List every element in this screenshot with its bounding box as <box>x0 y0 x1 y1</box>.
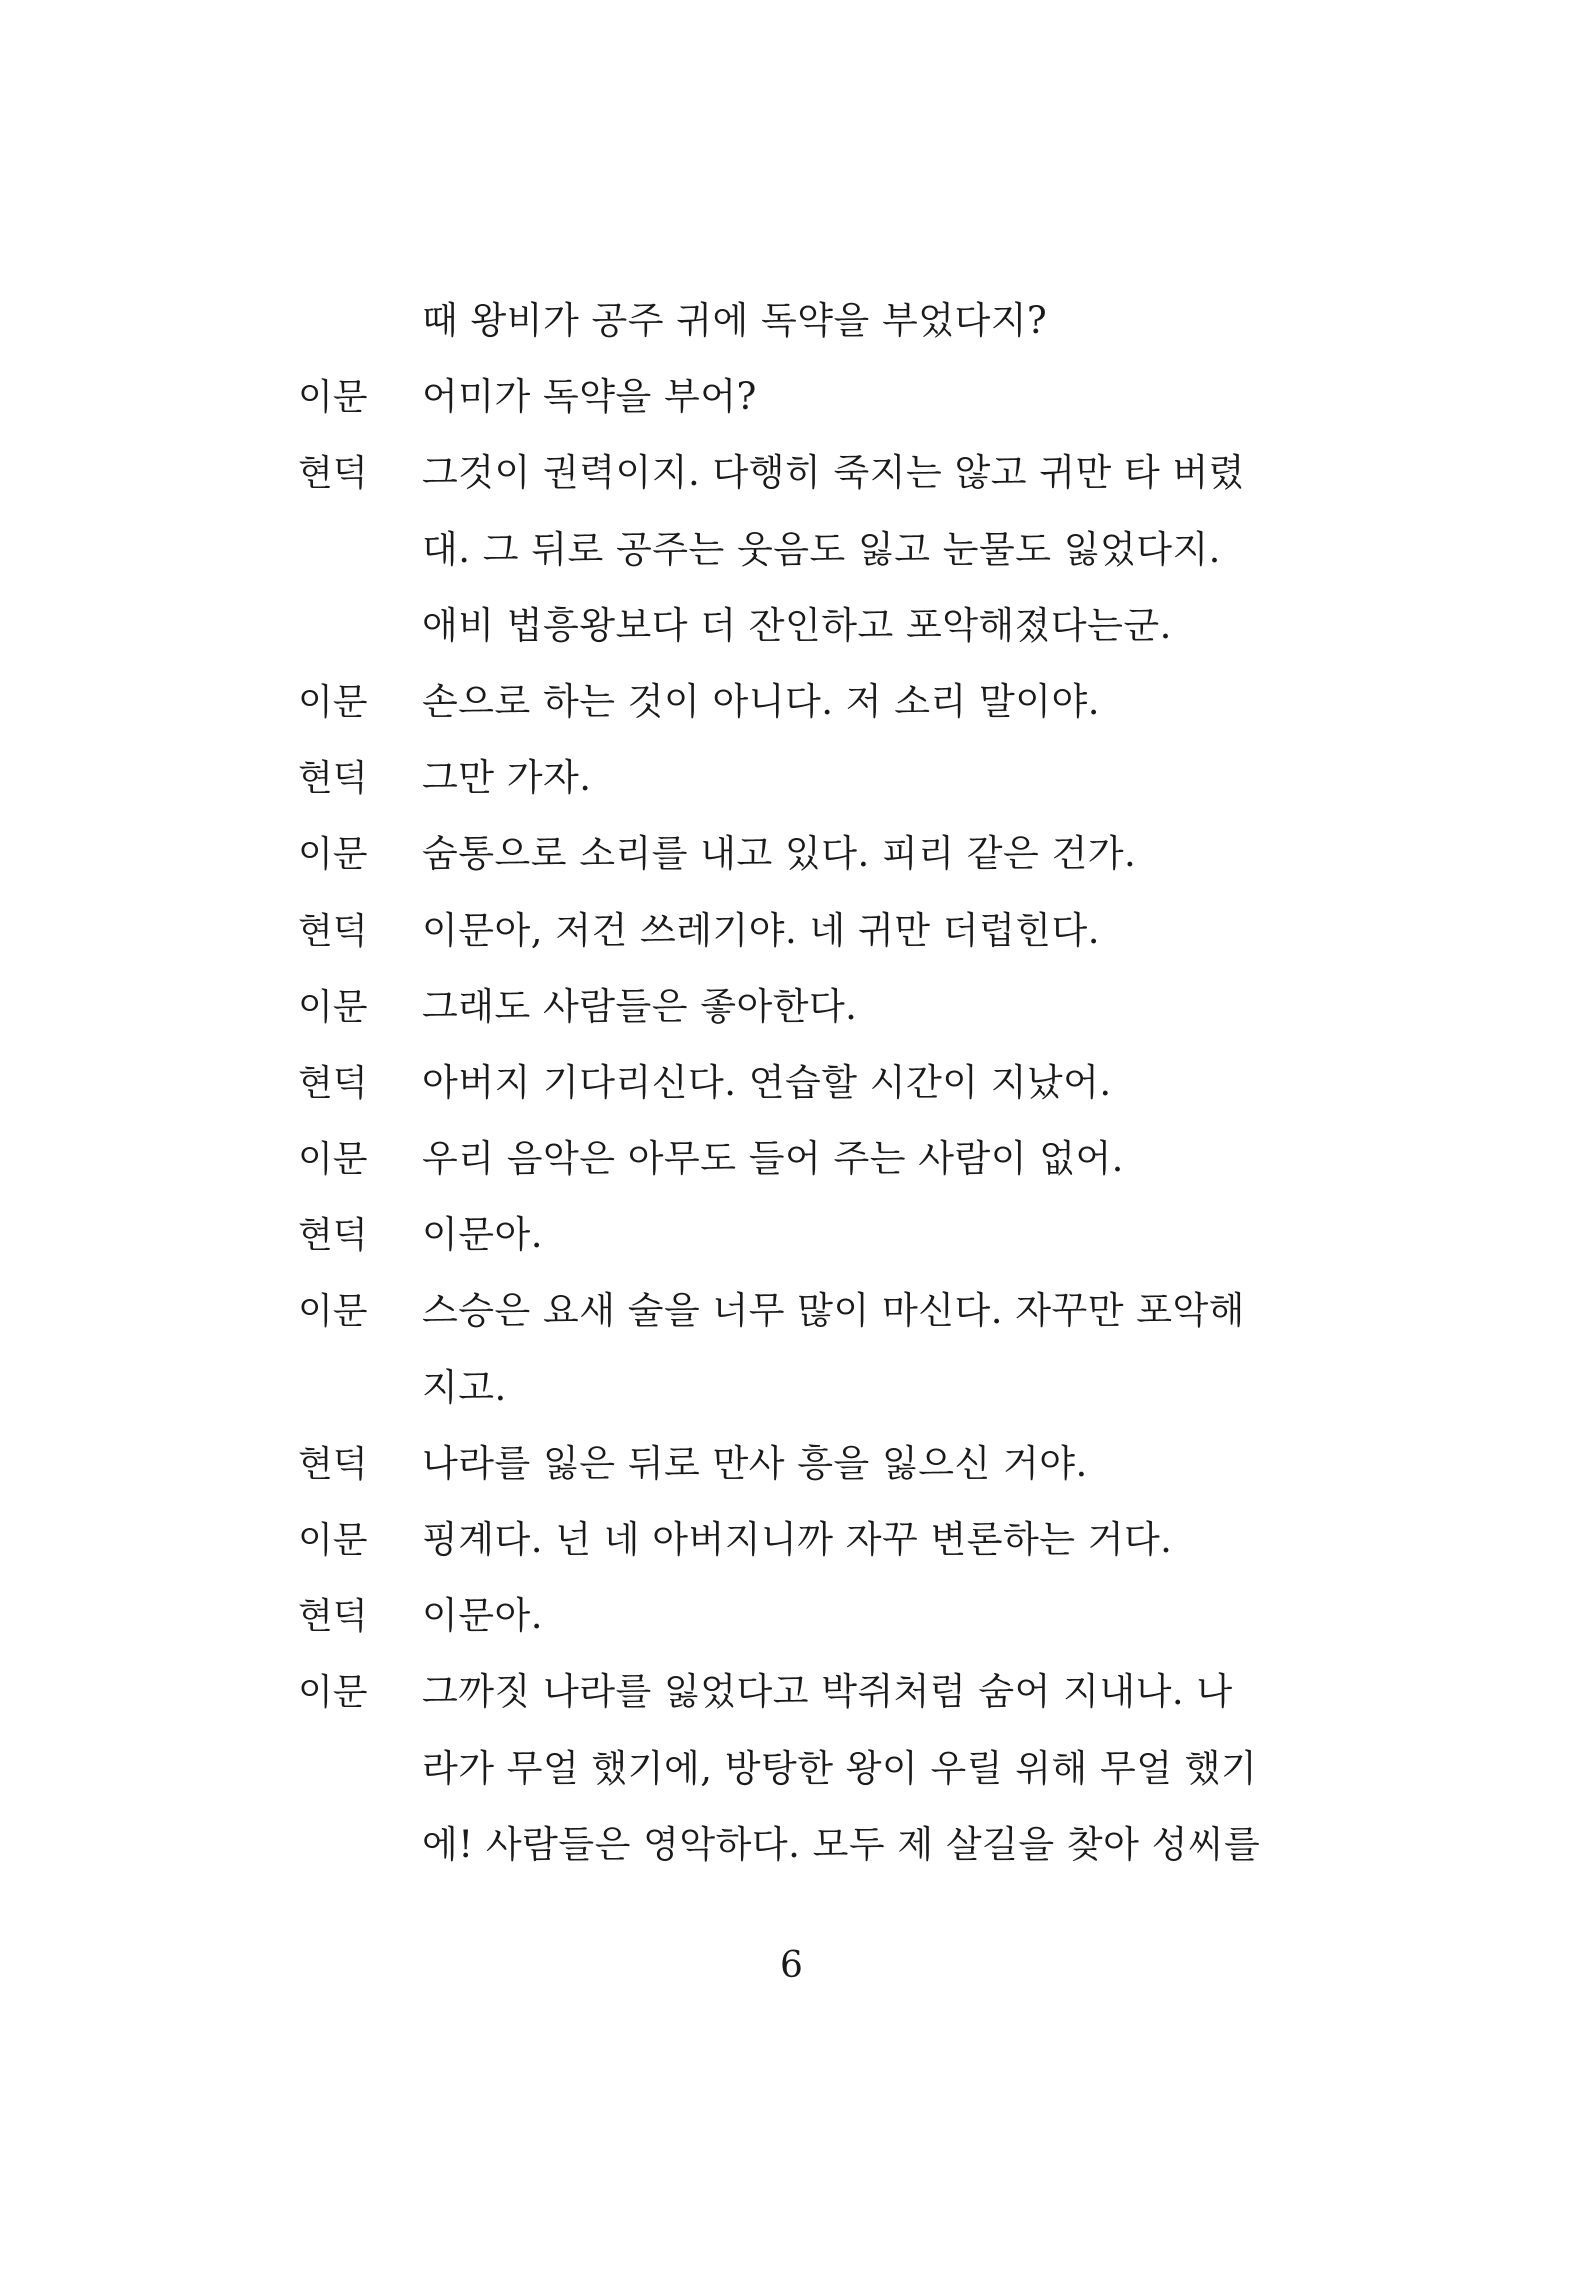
script-line <box>298 1731 1258 1807</box>
script-line <box>298 893 1258 969</box>
dialogue-text: 때 왕비가 공주 귀에 독약을 부었다지? <box>422 299 1048 342</box>
script-line <box>298 283 1258 359</box>
dialogue-text: 어미가 독약을 부어? <box>422 375 757 419</box>
script-line <box>298 1807 1261 1883</box>
script-line <box>298 1654 1258 1730</box>
dialogue-text: 지고. <box>422 1365 507 1409</box>
dialogue-text: 이문아. <box>422 1213 543 1257</box>
speaker-name: 현덕 <box>298 453 368 495</box>
speaker-name: 이문 <box>298 681 368 723</box>
dialogue-text: 대. 그 뒤로 공주는 웃음도 잃고 눈물도 잃었다지. <box>422 527 1221 571</box>
script-line <box>298 1273 1258 1349</box>
dialogue-text: 아버지 기다리신다. 연습할 시간이 지났어. <box>422 1060 1112 1104</box>
speaker-name: 이문 <box>298 1139 368 1181</box>
dialogue-text: 라가 무얼 했기에, 방탕한 왕이 우릴 위해 무얼 했기 <box>422 1746 1258 1790</box>
script-line <box>298 1121 1258 1197</box>
dialogue-text: 그래도 사람들은 좋아한다. <box>422 984 858 1028</box>
dialogue-text: 애비 법흥왕보다 더 잔인하고 포악해졌다는군. <box>422 603 1172 647</box>
script-body <box>298 283 1261 1883</box>
speaker-name: 현덕 <box>298 1215 368 1257</box>
dialogue-text: 그만 가자. <box>422 756 592 800</box>
speaker-name: 현덕 <box>298 910 368 952</box>
script-line <box>298 664 1258 740</box>
dialogue-text: 나라를 잃은 뒤로 만사 흥을 잃으신 거야. <box>422 1441 1088 1485</box>
dialogue-text: 이문아, 저건 쓰레기야. 네 귀만 더럽힌다. <box>422 908 1100 952</box>
dialogue-text: 그까짓 나라를 잃었다고 박쥐처럼 숨어 지내나. 나 <box>422 1670 1233 1714</box>
script-line <box>298 740 1258 816</box>
script-line <box>298 588 1258 664</box>
dialogue-text: 숨통으로 소리를 내고 있다. 피리 같은 건가. <box>422 832 1137 876</box>
dialogue-text: 이문아. <box>422 1594 543 1638</box>
dialogue-text: 에! 사람들은 영악하다. 모두 제 살길을 찾아 성씨를 <box>422 1822 1261 1866</box>
dialogue-text: 그것이 권력이지. 다행히 죽지는 않고 귀만 타 버렸 <box>422 451 1245 495</box>
script-line <box>298 1426 1258 1502</box>
script-line <box>298 512 1258 588</box>
script-line <box>298 1502 1258 1578</box>
speaker-name: 현덕 <box>298 1062 368 1104</box>
script-line <box>298 359 1258 435</box>
speaker-name: 이문 <box>298 1520 368 1561</box>
dialogue-text: 우리 음악은 아무도 들어 주는 사람이 없어. <box>422 1137 1124 1181</box>
speaker-name: 이문 <box>298 377 368 419</box>
speaker-name: 이문 <box>298 834 368 876</box>
speaker-name: 현덕 <box>298 1596 368 1638</box>
speaker-name: 이문 <box>298 1672 368 1714</box>
script-line <box>298 816 1258 892</box>
speaker-name: 현덕 <box>298 1443 368 1485</box>
script-line <box>298 969 1258 1045</box>
script-line <box>298 1045 1258 1121</box>
dialogue-text: 핑계다. 넌 네 아버지니까 자꾸 변론하는 거다. <box>422 1518 1173 1561</box>
script-line <box>298 1578 1258 1654</box>
speaker-name: 이문 <box>298 986 368 1028</box>
script-line <box>298 1197 1258 1273</box>
dialogue-text: 스승은 요새 술을 너무 많이 마신다. 자꾸만 포악해 <box>422 1289 1245 1333</box>
speaker-name: 이문 <box>298 1291 368 1333</box>
dialogue-text: 손으로 하는 것이 아니다. 저 소리 말이야. <box>422 679 1100 723</box>
script-line <box>298 435 1258 511</box>
script-line <box>298 1350 1258 1426</box>
page-number: 6 <box>780 1945 803 1986</box>
speaker-name: 현덕 <box>298 758 368 800</box>
